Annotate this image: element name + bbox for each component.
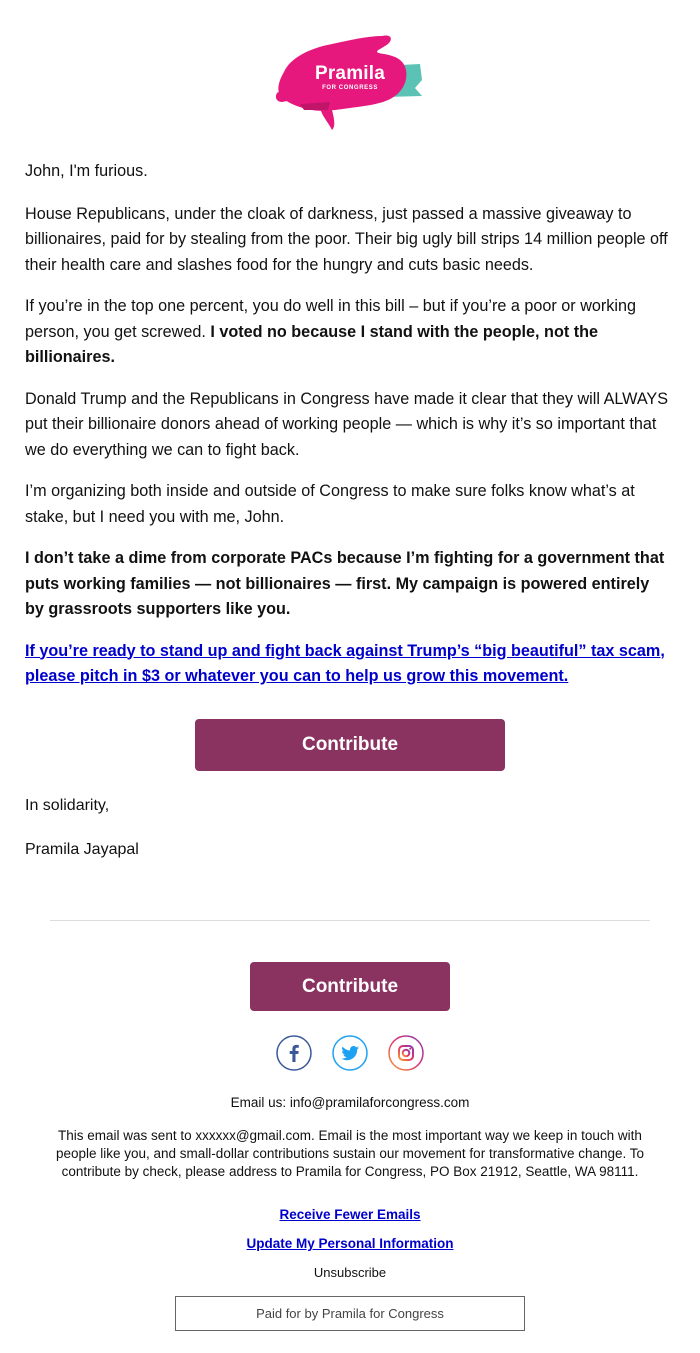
instagram-icon[interactable] [388,1035,424,1071]
signature: Pramila Jayapal [25,841,139,858]
receive-fewer-emails-link[interactable]: Receive Fewer Emails [279,1207,421,1222]
facebook-icon[interactable] [276,1035,312,1071]
email-contact: Email us: info@pramilaforcongress.com [230,1095,470,1110]
divider [50,920,650,921]
paid-for-disclaimer: Paid for by Pramila for Congress [175,1296,525,1331]
donate-link[interactable]: If you’re ready to stand up and fight back against Trump’s “big beautiful” tax scam, please pitch in $3 or whatever you can to help us grow this movement. [25,641,665,685]
footer-notice: This email was sent to xxxxxx@gmail.com. Email is the most important way we keep in touch with people like you, and small-dollar contributions sustain our movement for transformative change. To contribute by check, please address to Pramila for Congress, PO Box 21912, Seattle, WA 98111. [55,1128,645,1179]
donate-link-paragraph [25,639,670,690]
greeting: John, I'm furious. [25,162,148,180]
logo-tagline: FOR CONGRESS [322,85,378,91]
twitter-icon[interactable] [332,1035,368,1071]
footer-contribute-button[interactable]: Contribute [250,962,450,1011]
logo-name: Pramila [314,63,386,84]
closing: In solidarity, [25,797,110,814]
update-personal-info-link[interactable]: Update My Personal Information [246,1236,454,1251]
email-body [25,159,670,706]
paragraph-2-bold: I voted no because I stand with the people, not the billionaires. [25,322,598,366]
paragraph-4: I’m organizing both inside and outside of Congress to make sure folks know what’s at stake, but I need you with me, John. [25,482,635,526]
paragraph-5: I don’t take a dime from corporate PACs because I’m fighting for a government that puts working families — not billionaires — first. My campaign is powered entirely by grassroots supporters like you. [25,549,665,618]
contribute-button[interactable]: Contribute [195,719,505,771]
fewer-emails-row [0,1207,700,1222]
paragraph-2-text: If you’re in the top one percent, you do well in this bill – but if you’re a poor or working person, you get screwed. [25,297,636,341]
paragraph-2 [25,294,670,371]
update-info-row [0,1236,700,1251]
campaign-logo [270,30,430,135]
paragraph-3: Donald Trump and the Republicans in Congress have made it clear that they will ALWAYS put their billionaire donors ahead of working people — which is why it’s so important that we do everything we can to fight back. [25,389,669,459]
unsubscribe-link[interactable]: Unsubscribe [313,1265,387,1280]
paragraph-1: House Republicans, under the cloak of darkness, just passed a massive giveaway to billionaires, paid for by stealing from the poor. Their big ugly bill strips 14 million people off their health care and slashes food for the hungry and cuts basic needs. [25,204,668,274]
